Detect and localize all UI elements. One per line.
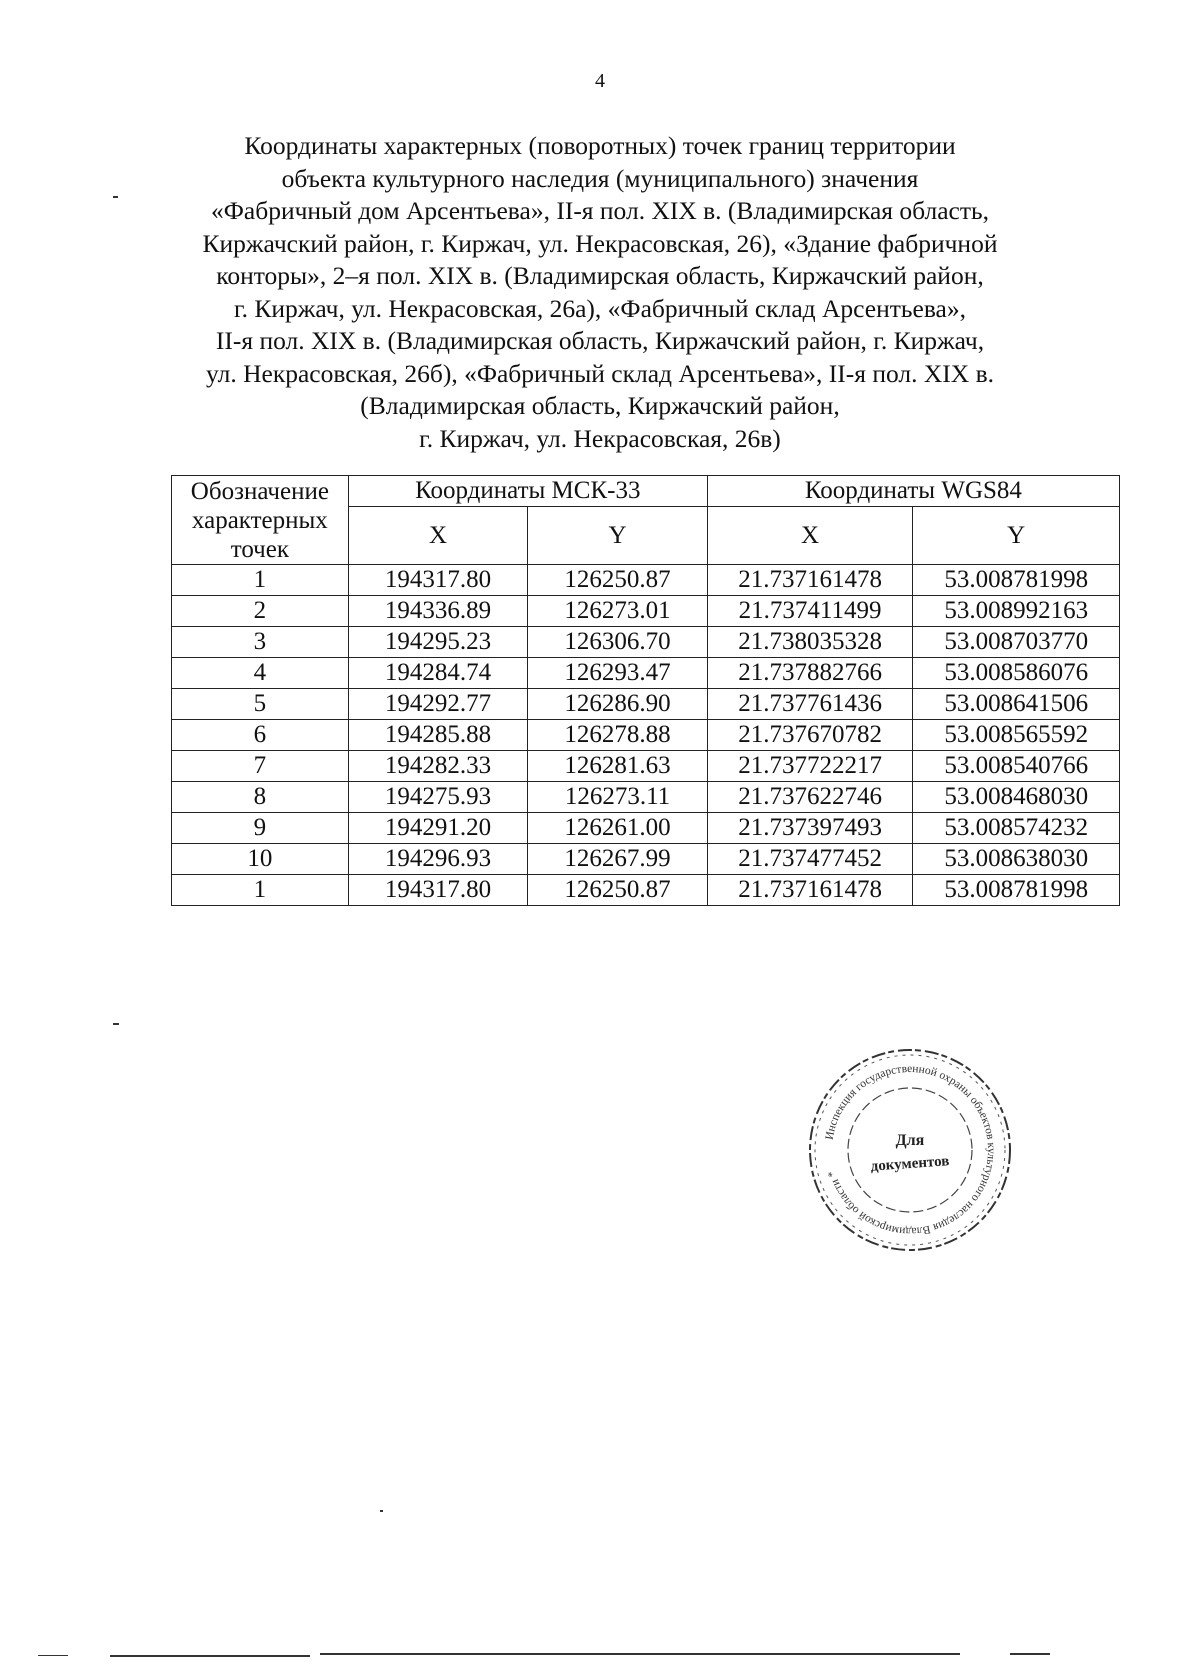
header-msk-y: Y bbox=[528, 507, 708, 565]
cell-msk-x: 194284.74 bbox=[348, 658, 528, 689]
title-line: Координаты характерных (поворотных) точек границ территории bbox=[244, 131, 956, 160]
scan-mark bbox=[380, 1510, 383, 1512]
title-line: г. Киржач, ул. Некрасовская, 26а), «Фабричный склад Арсентьева», bbox=[234, 293, 966, 323]
table-row bbox=[172, 844, 1120, 875]
header-wgs-x: X bbox=[707, 507, 913, 565]
scan-line bbox=[38, 1655, 68, 1656]
cell-msk-y: 126250.87 bbox=[528, 565, 708, 596]
title-line: объекта культурного наследия (муниципального) значения bbox=[281, 163, 919, 193]
title-line: конторы», 2–я пол. XIX в. (Владимирская область, Киржачский район, bbox=[216, 261, 984, 290]
cell-wgs-x: 21.737161478 bbox=[707, 565, 913, 596]
cell-point: 8 bbox=[172, 782, 349, 813]
cell-msk-x: 194296.93 bbox=[348, 844, 528, 875]
table-row bbox=[172, 720, 1120, 751]
table-row bbox=[172, 782, 1120, 813]
cell-wgs-x: 21.737411499 bbox=[707, 596, 913, 627]
title-line: Киржачский район, г. Киржач, ул. Некрасовская, 26), «Здание фабричной bbox=[202, 228, 998, 258]
scan-mark bbox=[113, 1023, 119, 1025]
header-point-label: Обозначение характерных точек bbox=[172, 476, 349, 565]
cell-wgs-x: 21.737882766 bbox=[707, 658, 913, 689]
title-line: г. Киржач, ул. Некрасовская, 26в) bbox=[419, 423, 781, 453]
stamp-center-line1: Для bbox=[895, 1132, 925, 1149]
cell-point: 7 bbox=[172, 751, 349, 782]
cell-wgs-x: 21.737161478 bbox=[707, 875, 913, 906]
cell-point: 1 bbox=[172, 875, 349, 906]
title-line: «Фабричный дом Арсентьева», II-я пол. XIX в. (Владимирская область, bbox=[211, 196, 989, 225]
cell-msk-x: 194291.20 bbox=[348, 813, 528, 844]
table-row bbox=[172, 627, 1120, 658]
stamp-inner-ring bbox=[848, 1088, 972, 1212]
cell-msk-y: 126261.00 bbox=[528, 813, 708, 844]
cell-point: 6 bbox=[172, 720, 349, 751]
cell-msk-y: 126306.70 bbox=[528, 627, 708, 658]
table-row bbox=[172, 596, 1120, 627]
cell-msk-x: 194292.77 bbox=[348, 689, 528, 720]
stamp-outer-ring bbox=[810, 1050, 1010, 1250]
scan-line bbox=[1010, 1653, 1050, 1655]
header-wgs84: Координаты WGS84 bbox=[707, 476, 1119, 507]
title-line: (Владимирская область, Киржачский район, bbox=[360, 391, 840, 420]
coordinates-table bbox=[171, 475, 1120, 906]
cell-wgs-x: 21.737670782 bbox=[707, 720, 913, 751]
header-msk33: Координаты МСК-33 bbox=[348, 476, 707, 507]
cell-wgs-y: 53.008781998 bbox=[913, 875, 1120, 906]
cell-msk-x: 194282.33 bbox=[348, 751, 528, 782]
cell-wgs-y: 53.008540766 bbox=[913, 751, 1120, 782]
cell-wgs-x: 21.738035328 bbox=[707, 627, 913, 658]
header-msk-x: X bbox=[348, 507, 528, 565]
cell-wgs-y: 53.008638030 bbox=[913, 844, 1120, 875]
cell-wgs-x: 21.737622746 bbox=[707, 782, 913, 813]
cell-wgs-y: 53.008641506 bbox=[913, 689, 1120, 720]
cell-wgs-x: 21.737397493 bbox=[707, 813, 913, 844]
cell-point: 9 bbox=[172, 813, 349, 844]
table-row bbox=[172, 813, 1120, 844]
title-line: ул. Некрасовская, 26б), «Фабричный склад Арсентьева», II-я пол. XIX в. bbox=[206, 358, 994, 388]
cell-wgs-x: 21.737761436 bbox=[707, 689, 913, 720]
cell-wgs-y: 53.008781998 bbox=[913, 565, 1120, 596]
cell-wgs-x: 21.737477452 bbox=[707, 844, 913, 875]
cell-msk-y: 126278.88 bbox=[528, 720, 708, 751]
cell-point: 10 bbox=[172, 844, 349, 875]
cell-wgs-y: 53.008586076 bbox=[913, 658, 1120, 689]
cell-msk-x: 194285.88 bbox=[348, 720, 528, 751]
document-title bbox=[150, 130, 1050, 455]
cell-msk-y: 126273.01 bbox=[528, 596, 708, 627]
header-wgs-y: Y bbox=[913, 507, 1120, 565]
scan-mark bbox=[113, 196, 118, 198]
title-line: II-я пол. XIX в. (Владимирская область, Киржачский район, г. Киржач, bbox=[215, 326, 985, 355]
stamp-outer-ring-inner bbox=[815, 1055, 1005, 1245]
cell-wgs-y: 53.008574232 bbox=[913, 813, 1120, 844]
cell-msk-x: 194275.93 bbox=[348, 782, 528, 813]
cell-wgs-y: 53.008703770 bbox=[913, 627, 1120, 658]
stamp-graphic bbox=[800, 1040, 1020, 1260]
cell-msk-y: 126281.63 bbox=[528, 751, 708, 782]
scan-line bbox=[110, 1655, 310, 1657]
round-stamp bbox=[800, 1040, 1020, 1260]
cell-msk-y: 126273.11 bbox=[528, 782, 708, 813]
table-body bbox=[172, 565, 1120, 906]
cell-point: 3 bbox=[172, 627, 349, 658]
cell-wgs-y: 53.008992163 bbox=[913, 596, 1120, 627]
table-row bbox=[172, 875, 1120, 906]
cell-wgs-x: 21.737722217 bbox=[707, 751, 913, 782]
cell-msk-x: 194317.80 bbox=[348, 875, 528, 906]
cell-msk-y: 126286.90 bbox=[528, 689, 708, 720]
cell-point: 1 bbox=[172, 565, 349, 596]
cell-point: 5 bbox=[172, 689, 349, 720]
cell-wgs-y: 53.008565592 bbox=[913, 720, 1120, 751]
cell-wgs-y: 53.008468030 bbox=[913, 782, 1120, 813]
cell-msk-y: 126250.87 bbox=[528, 875, 708, 906]
cell-msk-x: 194336.89 bbox=[348, 596, 528, 627]
stamp-ring-text: Инспекция государственной охраны объектов культурного наследия Владимирской области * bbox=[823, 1062, 998, 1238]
table-row bbox=[172, 689, 1120, 720]
cell-point: 4 bbox=[172, 658, 349, 689]
cell-point: 2 bbox=[172, 596, 349, 627]
table-row bbox=[172, 565, 1120, 596]
table-row bbox=[172, 751, 1120, 782]
table-row bbox=[172, 658, 1120, 689]
scan-line bbox=[320, 1653, 960, 1655]
cell-msk-y: 126293.47 bbox=[528, 658, 708, 689]
stamp-center-line2: документов bbox=[870, 1153, 950, 1175]
cell-msk-y: 126267.99 bbox=[528, 844, 708, 875]
cell-msk-x: 194317.80 bbox=[348, 565, 528, 596]
cell-msk-x: 194295.23 bbox=[348, 627, 528, 658]
page-number: 4 bbox=[595, 70, 605, 92]
